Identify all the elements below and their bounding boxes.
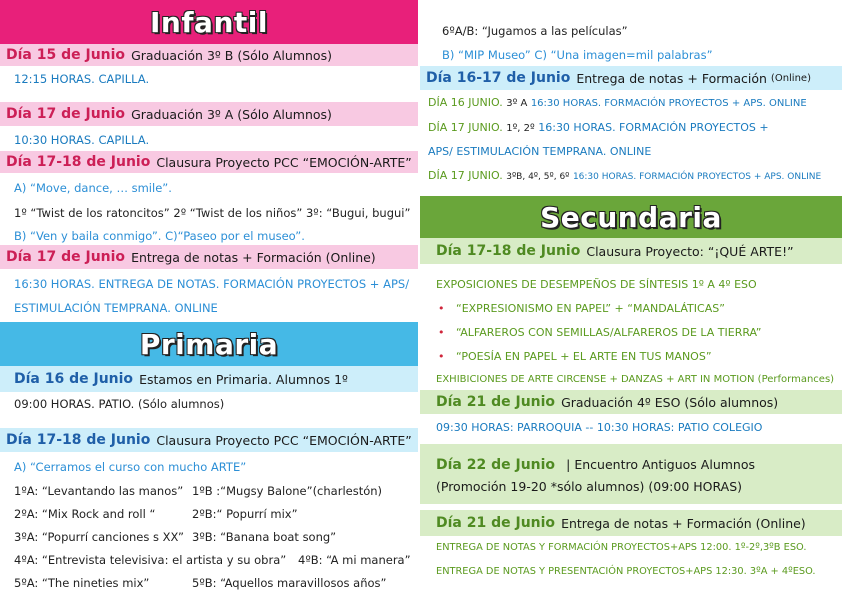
event-date: Día 17 de Junio xyxy=(6,249,126,265)
class-song-a: 3ºA: “Popurrí canciones s XX” xyxy=(14,530,184,544)
bullet-item xyxy=(438,350,712,363)
bullet-dot: • xyxy=(438,302,445,315)
event-outro: EXHIBICIONES DE ARTE CIRCENSE + DANZAS + ART IN MOTION (Performances) xyxy=(436,374,835,385)
event-date: Día 16-17 de Junio xyxy=(426,70,571,86)
event-description-2: (Promoción 19-20 *sólo alumnos) (09:00 HORAS) xyxy=(436,479,743,494)
line-day: DÍA 17 JUNIO. xyxy=(428,121,503,134)
class-song-a: 2ºA: “Mix Rock and roll “ xyxy=(14,507,156,521)
secundaria-title: Secundaria xyxy=(540,200,722,234)
infantil-event-3-header xyxy=(0,151,418,173)
event-date: Día 21 de Junio xyxy=(436,515,556,531)
class-song-b: 5ºB: “Aquellos maravillosos años” xyxy=(192,576,387,590)
event-description-note: (Online) xyxy=(770,72,811,84)
event-description: Graduación 4º ESO (Sólo alumnos) xyxy=(561,394,779,410)
line-group: 1º, 2º xyxy=(506,123,535,134)
line-text: 16:30 HORAS. FORMACIÓN PROYECTOS + xyxy=(538,121,769,134)
bullet-dot: • xyxy=(438,326,445,339)
line-day: DÍA 16 JUNIO. xyxy=(428,96,503,109)
event-description: Clausura Proyecto: “¡QUÉ ARTE!” xyxy=(586,243,794,259)
class-song-a: 4ºA: “Entrevista televisiva: el artista y su obra” xyxy=(14,553,287,567)
event-line xyxy=(428,169,821,182)
event-line: A) “Move, dance, … smile”. xyxy=(14,181,172,195)
event-intro: EXPOSICIONES DE DESEMPEÑOS DE SÍNTESIS 1º A 4º ESO xyxy=(436,278,757,291)
event-description: Estamos en Primaria. Alumnos 1º xyxy=(139,371,348,387)
line-text: 16:30 HORAS. FORMACIÓN PROYECTOS + APS. ONLINE xyxy=(530,98,807,109)
event-line xyxy=(428,96,807,109)
bullet-dot: • xyxy=(438,350,445,363)
secundaria-event-3-header xyxy=(420,444,842,504)
infantil-banner xyxy=(0,0,418,44)
class-song-a: 5ºA: “The nineties mix” xyxy=(14,576,150,590)
event-line: B) “Ven y baila conmigo”. C)“Paseo por el museo”. xyxy=(14,229,305,243)
event-description: Graduación 3º B (Sólo Alumnos) xyxy=(131,47,332,63)
event-line: ENTREGA DE NOTAS Y FORMACIÓN PROYECTOS+APS 12:00. 1º-2º,3ºB ESO. xyxy=(436,542,807,553)
class-song-a: 1ºA: “Levantando las manos” xyxy=(14,484,184,498)
event-date: Día 17 de Junio xyxy=(6,106,126,122)
class-song-b: 1ºB :“Mugsy Balone”(charlestón) xyxy=(192,484,383,498)
event-description: Entrega de notas + Formación (Online) xyxy=(561,515,806,531)
event-detail xyxy=(14,397,224,411)
secundaria-event-2-header xyxy=(420,390,842,414)
event-description: Clausura Proyecto PCC “EMOCIÓN-ARTE” xyxy=(156,154,412,170)
secundaria-banner xyxy=(420,196,842,238)
event-intro: A) “Cerramos el curso con mucho ARTE” xyxy=(14,460,247,474)
event-line: 16:30 HORAS. ENTREGA DE NOTAS. FORMACIÓN PROYECTOS + APS/ xyxy=(14,277,410,291)
line-group: 3º A xyxy=(506,98,528,109)
event-date: Día 17-18 de Junio xyxy=(6,154,151,170)
event-detail: 12:15 HORAS. CAPILLA. xyxy=(14,72,150,86)
primaria-event-1-header xyxy=(0,366,418,392)
event-date: Día 22 de Junio xyxy=(436,457,556,473)
infantil-event-4-header xyxy=(0,245,418,269)
event-description: Clausura Proyecto PCC “EMOCIÓN-ARTE” xyxy=(156,432,412,448)
infantil-title: Infantil xyxy=(150,5,268,39)
event-line: 1º “Twist de los ratoncitos” 2º “Twist de los niños” 3º: “Bugui, bugui” xyxy=(14,206,411,220)
event-date: Día 16 de Junio xyxy=(14,371,134,387)
event-description: Graduación 3º A (Sólo Alumnos) xyxy=(131,106,332,122)
primaria-event-2-header xyxy=(0,428,418,452)
secundaria-event-1-header xyxy=(420,238,842,264)
bullet-item xyxy=(438,302,725,315)
event-line xyxy=(428,121,769,134)
bullet-item xyxy=(438,326,761,339)
bullet-text: “EXPRESIONISMO EN PAPEL” + “MANDALÁTICAS” xyxy=(456,302,725,315)
event-date: Día 17-18 de Junio xyxy=(436,243,581,259)
bullet-text: “POESÍA EN PAPEL + EL ARTE EN TUS MANOS” xyxy=(456,350,712,363)
event-description: Entrega de notas + Formación xyxy=(576,70,767,86)
event-date: Día 15 de Junio xyxy=(6,47,126,63)
primaria-banner xyxy=(0,322,418,366)
line-group: 3ºB, 4º, 5º, 6º xyxy=(506,172,570,182)
infantil-event-2-header xyxy=(0,102,418,126)
bullet-text: “ALFAREROS CON SEMILLAS/ALFAREROS DE LA TIERRA” xyxy=(456,326,762,339)
event-line: APS/ ESTIMULACIÓN TEMPRANA. ONLINE xyxy=(428,145,652,158)
event-detail-text: 09:00 HORAS. PATIO. (Sólo alumnos) xyxy=(14,397,225,411)
event-description: Entrega de notas + Formación (Online) xyxy=(131,249,376,265)
event-date: Día 17-18 de Junio xyxy=(6,432,151,448)
line-text: 16:30 HORAS. FORMACIÓN PROYECTOS + APS. ONLINE xyxy=(572,172,822,182)
line-day: DÍA 17 JUNIO. xyxy=(428,169,503,182)
event-date: Día 21 de Junio xyxy=(436,394,556,410)
event-line: ESTIMULACIÓN TEMPRANA. ONLINE xyxy=(14,301,218,315)
primaria-title: Primaria xyxy=(139,327,279,361)
infantil-event-1-header xyxy=(0,44,418,66)
class-song-b: 4ºB: “A mi manera” xyxy=(298,553,411,567)
secundaria-event-4-header xyxy=(420,510,842,536)
primaria-event-3-header xyxy=(420,66,842,90)
event-detail: 10:30 HORAS. CAPILLA. xyxy=(14,133,150,147)
class-song-b: 3ºB: “Banana boat song” xyxy=(192,530,337,544)
event-line: ENTREGA DE NOTAS Y PRESENTACIÓN PROYECTOS+APS 12:30. 3ºA + 4ºESO. xyxy=(436,566,816,577)
event-description: | Encuentro Antiguos Alumnos xyxy=(566,457,755,472)
event-continuation: 6ºA/B: “Jugamos a las películas” xyxy=(442,24,628,38)
event-line xyxy=(436,454,755,473)
event-continuation: B) “MIP Museo” C) “Una imagen=mil palabras” xyxy=(442,48,713,62)
class-song-b: 2ºB:“ Popurrí mix” xyxy=(192,507,298,521)
event-detail: 09:30 HORAS: PARROQUIA -- 10:30 HORAS: PATIO COLEGIO xyxy=(436,421,763,434)
